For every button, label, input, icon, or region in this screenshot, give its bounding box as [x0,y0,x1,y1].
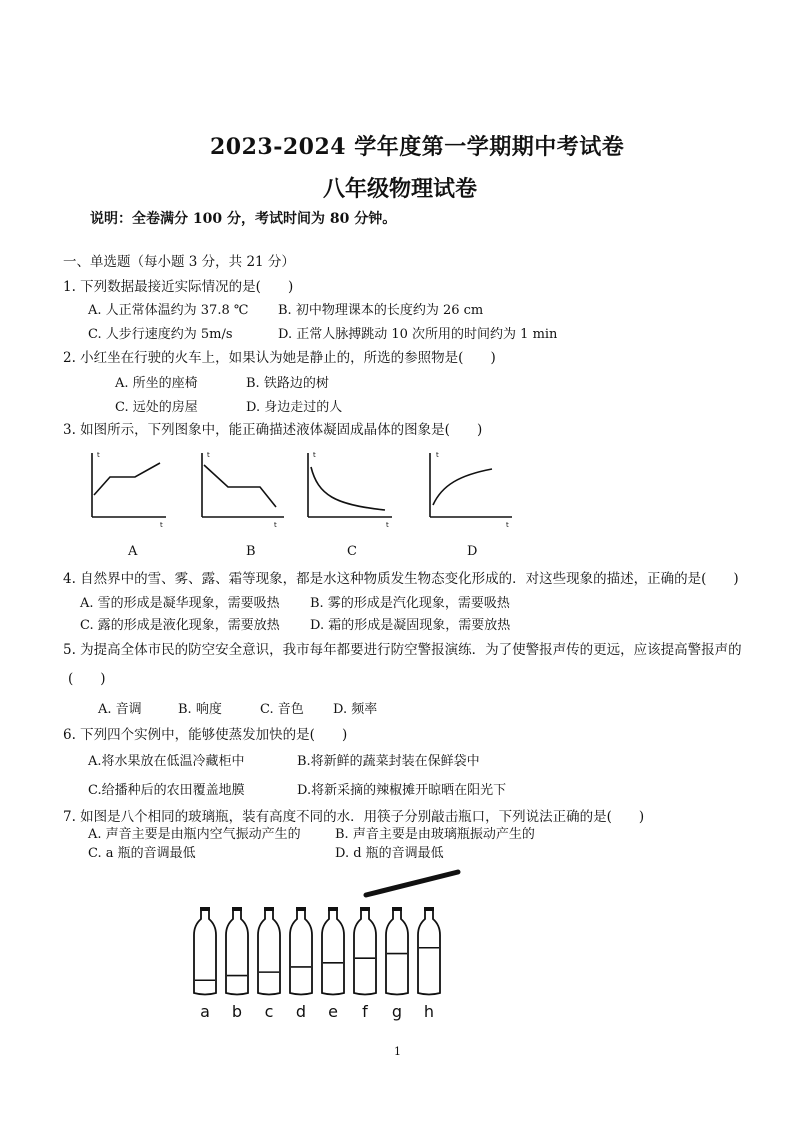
axis-time-label-b: t [274,521,277,529]
q3-graph-b-label: B [246,544,256,559]
bottle-d [290,907,312,1021]
q6-option-b: B.将新鲜的蔬菜封装在保鲜袋中 [297,754,480,769]
q1-option-b: B. 初中物理课本的长度约为 26 cm [278,303,484,318]
q4-option-a: A. 雪的形成是凝华现象，需要吸热 [80,596,280,611]
q7-option-c: C. a 瓶的音调最低 [88,846,196,861]
bottles-figure [180,905,460,1035]
bottle-g [386,907,408,1021]
bottle-label: g [391,1002,403,1021]
bottle-h [418,907,440,1021]
bottle-c [258,907,280,1021]
q4-stem: 4. 自然界中的雪、雾、露、霜等现象，都是水这种物质发生物态变化形成的．对这些现象的描述，正确的是( ) [63,571,739,587]
q3-graph-c [308,451,392,529]
q7-option-b: B. 声音主要是由玻璃瓶振动产生的 [335,827,535,842]
q4-option-b: B. 雾的形成是汽化现象，需要吸热 [310,596,510,611]
q2-option-c: C. 远处的房屋 [115,400,198,415]
bottle-f [354,907,376,1021]
exam-title: 2023-2024 学年度第一学期期中考试卷 [210,134,625,160]
bottle-outline [194,909,216,995]
q5-answer-paren: ( ) [68,671,106,687]
q2-stem: 2. 小红坐在行驶的火车上，如果认为她是静止的，所选的参照物是( ) [63,350,496,366]
q5-stem: 5. 为提高全体市民的防空安全意识，我市每年都要进行防空警报演练．为了使警报声传的更远，应该提高警报声的 [63,642,742,658]
bottle-label: b [231,1002,243,1021]
bottle-b [226,907,248,1021]
q2-option-b: B. 铁路边的树 [246,376,329,391]
q5-option-d: D. 频率 [333,702,378,717]
q1-option-a: A. 人正常体温约为 37.8 ℃ [88,303,249,318]
bottle-lip [424,907,434,911]
bottle-lip [360,907,370,911]
bottle-lip [328,907,338,911]
bottle-lip [232,907,242,911]
axis-time-label-d: t [506,521,509,529]
chopstick [360,865,470,905]
q7-option-a: A. 声音主要是由瓶内空气振动产生的 [88,827,301,842]
bottle-label: a [200,1002,210,1021]
q4-option-c: C. 露的形成是液化现象，需要放热 [80,618,280,633]
q3-graph-a [92,451,166,529]
bottle-label: d [295,1002,307,1021]
q2-option-d: D. 身边走过的人 [246,400,343,415]
exam-note: 说明：全卷满分 100 分，考试时间为 80 分钟。 [90,211,397,227]
bottle-lip [296,907,306,911]
q1-option-d: D. 正常人脉搏跳动 10 次所用的时间约为 1 min [278,327,558,342]
axis-time-label-c: t [386,521,389,529]
q6-option-d: D.将新采摘的辣椒摊开晾晒在阳光下 [297,783,507,798]
bottle-lip [200,907,210,911]
bottle-outline [418,909,440,995]
q5-option-b: B. 响度 [178,702,222,717]
q3-graph-d-label: D [467,544,478,559]
bottle-e [322,907,344,1021]
q3-graph-a-label: A [128,544,138,559]
axis-t-label-b: t [207,451,210,459]
bottle-outline [226,909,248,995]
bottle-a [194,907,216,1021]
q3-graph-b [202,451,284,529]
q7-option-d: D. d 瓶的音调最低 [335,846,444,861]
bottle-label: h [423,1002,435,1021]
page-number: 1 [394,1045,401,1058]
bottle-outline [290,909,312,995]
q5-option-a: A. 音调 [98,702,142,717]
q4-option-d: D. 霜的形成是凝固现象，需要放热 [310,618,511,633]
exam-subtitle: 八年级物理试卷 [323,176,478,202]
bottle-label: e [328,1002,338,1021]
q3-graph-d [430,451,512,529]
section-heading: 一、单选题（每小题 3 分，共 21 分） [63,254,295,270]
q5-option-c: C. 音色 [260,702,304,717]
axis-time-label-a: t [160,521,163,529]
q6-option-a: A.将水果放在低温冷藏柜中 [88,754,245,769]
q6-stem: 6. 下列四个实例中，能够使蒸发加快的是( ) [63,727,348,743]
bottle-lip [392,907,402,911]
q1-option-c: C. 人步行速度约为 5m/s [88,327,233,342]
q3-stem: 3. 如图所示，下列图象中，能正确描述液体凝固成晶体的图象是( ) [63,422,483,438]
axis-t-label-d: t [436,451,439,459]
bottle-outline [322,909,344,995]
bottle-label: c [264,1002,274,1021]
bottle-outline [354,909,376,995]
q7-stem: 7. 如图是八个相同的玻璃瓶，装有高度不同的水．用筷子分别敲击瓶口，下列说法正确的是( ) [63,809,645,825]
axis-t-label-c: t [313,451,316,459]
bottle-lip [264,907,274,911]
q1-stem: 1. 下列数据最接近实际情况的是( ) [63,279,294,295]
q3-graphs [80,445,530,540]
bottle-outline [386,909,408,995]
bottle-label: f [362,1002,368,1021]
axis-t-label-a: t [97,451,100,459]
q6-option-c: C.给播种后的农田覆盖地膜 [88,783,245,798]
q3-graph-c-label: C [347,544,357,559]
q2-option-a: A. 所坐的座椅 [115,376,198,391]
bottle-outline [258,909,280,995]
